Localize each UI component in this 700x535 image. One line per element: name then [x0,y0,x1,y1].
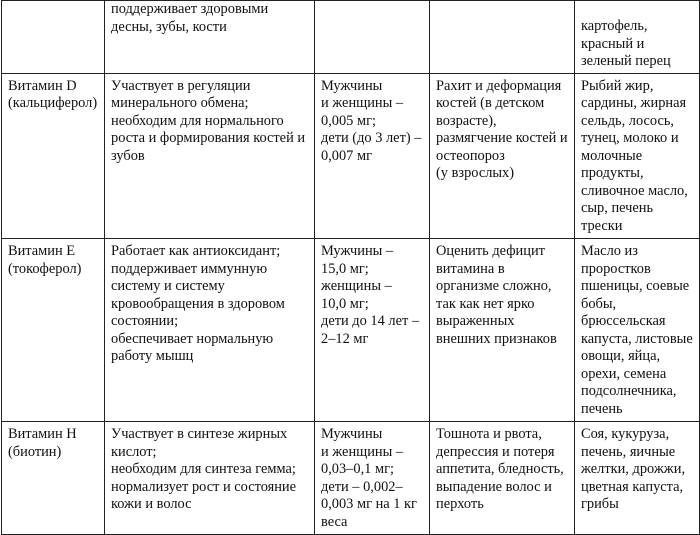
cell-sources [575,1,700,74]
cell-sources: Соя, кукуруза, печень, яичные желтки, дрожжи, цветная капуста, грибы [575,422,700,535]
cell-function: поддерживает здоровыми десны, зубы, кости [105,1,315,74]
cell-function: Работает как антиоксидант; поддерживает иммунную систему и систему кровообращения в здоровом состоянии; обеспечивает нормальную работу мышц [105,239,315,422]
table-row-vitamin-d [2,73,700,239]
cell-vitamin: Витамин Н (биотин) [2,422,105,535]
cell-deficiency [430,1,575,74]
cell-function: Участвует в синтезе жирных кислот; необходим для синтеза гемма; нормализует рост и состояние кожи и волос [105,422,315,535]
cell-norm: Мужчины – 15,0 мг; женщины – 10,0 мг; дети до 14 лет – 2–12 мг [315,239,430,422]
cell-sources-text: картофель, красный и зеленый перец [581,18,671,69]
cell-vitamin: Витамин D (кальциферол) [2,73,105,239]
table-row-vitamin-h [2,422,700,535]
cell-deficiency: Рахит и деформация костей (в детском возрасте), размягчение костей и остеопороз (у взрослых) [430,73,575,239]
cell-deficiency: Оценить дефицит витамина в организме сложно, так как нет ярко выраженных внешних признаков [430,239,575,422]
table-row-vitamin-e [2,239,700,422]
table-row-continued [2,1,700,74]
cell-vitamin [2,1,105,74]
cell-vitamin: Витамин Е (токоферол) [2,239,105,422]
cell-norm: Мужчины и женщины – 0,005 мг; дети (до 3 лет) – 0,007 мг [315,73,430,239]
cell-function: Участвует в регуляции минерального обмена; необходим для нормального роста и формирования костей и зубов [105,73,315,239]
cell-sources: Рыбий жир, сардины, жирная сельдь, лосось, тунец, молоко и молочные продукты, сливочное масло, сыр, печень трески [575,73,700,239]
cell-norm: Мужчины и женщины – 0,03–0,1 мг; дети – 0,002–0,003 мг на 1 кг веса [315,422,430,535]
cell-deficiency: Тошнота и рвота, депрессия и потеря аппетита, бледность, выпадение волос и перхоть [430,422,575,535]
cell-sources: Масло из проростков пшеницы, соевые бобы, брюссельская капуста, листовые овощи, яйца, орехи, семена подсолнечника, печень [575,239,700,422]
cell-norm [315,1,430,74]
